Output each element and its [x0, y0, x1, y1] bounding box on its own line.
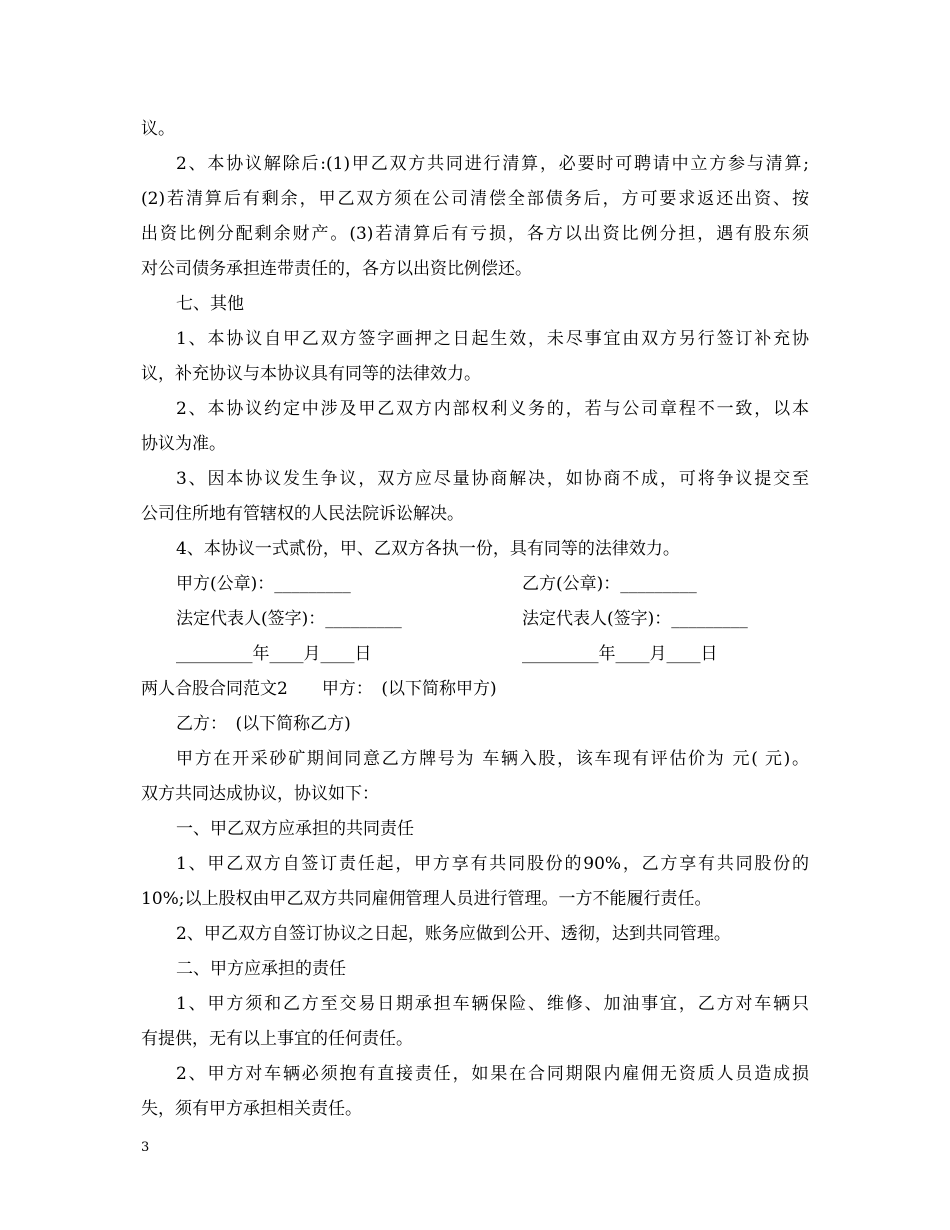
text-line: 10%;以上股权由甲乙双方共同雇佣管理人员进行管理。一方不能履行责任。: [141, 889, 712, 909]
party-a-seal: 甲方(公章)：_________: [176, 574, 351, 594]
party-b-seal: 乙方(公章)：_________: [522, 574, 697, 594]
document-title-line: 两人合股合同范文2 甲方： (以下简称甲方): [141, 679, 497, 699]
text-line: 公司住所地有管辖权的人民法院诉讼解决。: [141, 504, 464, 524]
text-line: 乙方： (以下简称乙方): [176, 714, 351, 734]
text-line: 1、本协议自甲乙双方签字画押之日起生效，未尽事宜由双方另行签订补充协: [176, 329, 809, 349]
text-line: 失，须有甲方承担相关责任。: [141, 1099, 362, 1119]
party-a-representative: 法定代表人(签字)：_________: [176, 609, 402, 629]
text-line: 议，补充协议与本协议具有同等的法律效力。: [141, 364, 481, 384]
section-heading: 七、其他: [176, 294, 244, 314]
text-line: 协议为准。: [141, 434, 226, 454]
text-line: 甲方在开采砂矿期间同意乙方牌号为 车辆入股，该车现有评估价为 元( 元)。: [176, 749, 809, 769]
text-line: 议。: [141, 119, 175, 139]
party-b-representative: 法定代表人(签字)：_________: [522, 609, 748, 629]
text-line: 对公司债务承担连带责任的，各方以出资比例偿还。: [141, 259, 532, 279]
text-line: 1、甲乙双方自签订责任起，甲方享有共同股份的90%，乙方享有共同股份的: [176, 854, 809, 874]
party-a-date: _________年____月____日: [176, 644, 372, 664]
text-line: 2、甲方对车辆必须抱有直接责任，如果在合同期限内雇佣无资质人员造成损: [176, 1064, 809, 1084]
text-line: 2、本协议约定中涉及甲乙双方内部权利义务的，若与公司章程不一致，以本: [176, 399, 809, 419]
text-line: 有提供，无有以上事宜的任何责任。: [141, 1029, 413, 1049]
text-line: 2、甲乙双方自签订协议之日起，账务应做到公开、透彻，达到共同管理。: [176, 924, 731, 944]
section-heading: 二、甲方应承担的责任: [176, 959, 346, 979]
text-line: 3、因本协议发生争议，双方应尽量协商解决，如协商不成，可将争议提交至: [176, 469, 809, 489]
party-b-date: _________年____月____日: [522, 644, 718, 664]
page-number: 3: [141, 1140, 150, 1155]
text-line: (2)若清算后有剩余，甲乙双方须在公司清偿全部债务后，方可要求返还出资、按: [141, 189, 809, 209]
text-line: 4、本协议一式贰份，甲、乙双方各执一份，具有同等的法律效力。: [176, 539, 680, 559]
text-line: 出资比例分配剩余财产。(3)若清算后有亏损，各方以出资比例分担，遇有股东须: [141, 224, 809, 244]
text-line: 双方共同达成协议，协议如下：: [141, 784, 379, 804]
signature-row-seal: [176, 573, 809, 595]
text-line: 1、甲方须和乙方至交易日期承担车辆保险、维修、加油事宜，乙方对车辆只: [176, 994, 809, 1014]
section-heading: 一、甲乙双方应承担的共同责任: [176, 819, 414, 839]
text-line: 2、本协议解除后:(1)甲乙双方共同进行清算，必要时可聘请中立方参与清算;: [176, 154, 809, 174]
